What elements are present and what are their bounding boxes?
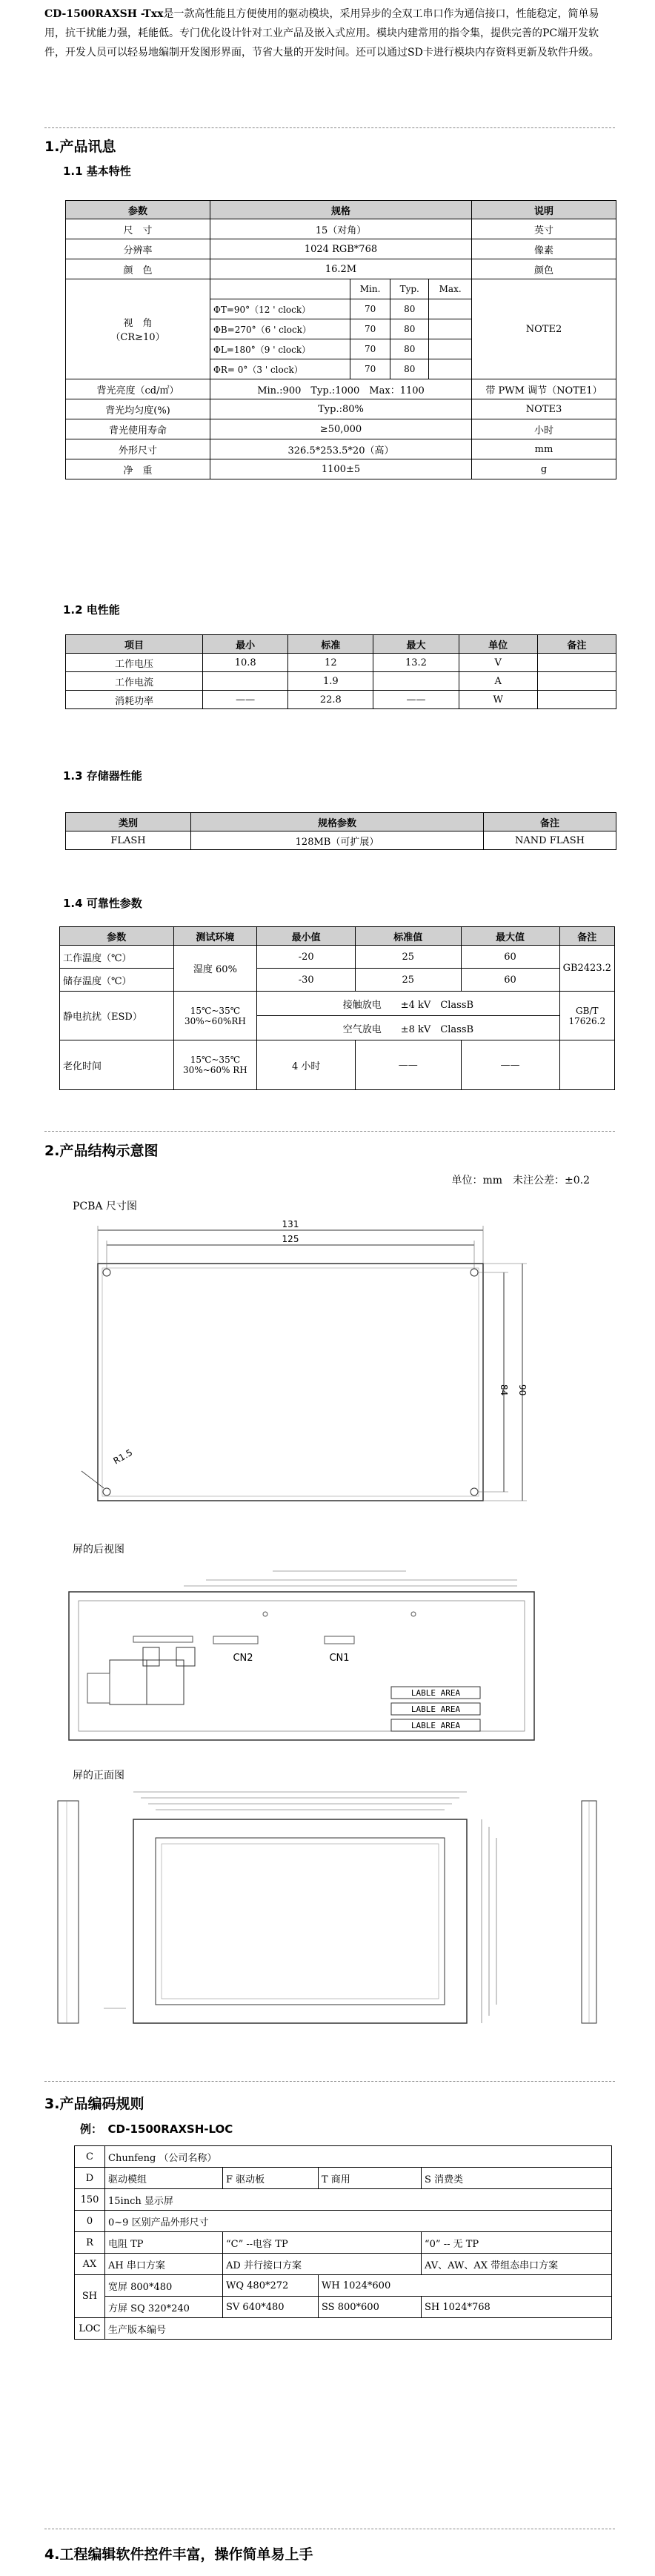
- cell: AV、AW、AX 带组态串口方案: [422, 2254, 612, 2275]
- cell: 13.2: [373, 654, 459, 672]
- cell: SS 800*600: [319, 2297, 422, 2318]
- back-view-drawing: [65, 1562, 539, 1747]
- table-row: [75, 2318, 612, 2340]
- cell: AD 并行接口方案: [223, 2254, 422, 2275]
- table-row: [66, 419, 616, 439]
- cell: 25: [356, 969, 461, 992]
- th: 最大值: [461, 927, 559, 946]
- th: 单位: [459, 635, 537, 654]
- th: 最大: [373, 635, 459, 654]
- table-row: [60, 992, 615, 1016]
- cell: T 商用: [319, 2168, 422, 2189]
- table-row: [66, 259, 616, 279]
- table-row: [75, 2297, 612, 2318]
- cell: 80: [390, 359, 429, 379]
- cell: 背光使用寿命: [66, 419, 210, 439]
- code-key: D: [75, 2168, 105, 2189]
- cell: 1100±5: [210, 459, 472, 479]
- dim-width-125: 125: [282, 1234, 299, 1244]
- table-row: [75, 2211, 612, 2232]
- intro-text: 是一款高性能且方便使用的驱动模块，采用异步的全双工串口作为通信接口，性能稳定，简单易用，抗干扰能力强，耗能低。专门优化设计针对工业产品及嵌入式应用。模块内建常用的指令集，提供完善的PC端开发软件，开发人员可以轻易地编制开发图形界面，节省大量的开发时间。还可以通过SD卡进行模块内存资料更新及软件升级。: [44, 8, 599, 59]
- cell: 外形尺寸: [66, 439, 210, 459]
- code-key: R: [75, 2232, 105, 2254]
- cell: Chunfeng （公司名称）: [105, 2146, 612, 2168]
- cell: [537, 672, 616, 691]
- cell: 70: [350, 339, 390, 359]
- th: 标准值: [356, 927, 461, 946]
- cell: 带 PWM 调节（NOTE1）: [472, 379, 616, 399]
- env-line: 30%~60%RH: [184, 1015, 246, 1026]
- cell: Min.:900 Typ.:1000 Max：1100: [210, 379, 472, 399]
- electrical-table: [65, 634, 616, 709]
- th-desc: 说明: [472, 201, 616, 219]
- cell: 颜 色: [66, 259, 210, 279]
- cell: ΦB=270°（6 ' clock）: [210, 319, 350, 339]
- cell: ——: [461, 1040, 559, 1090]
- cell: 12: [288, 654, 373, 672]
- cell: ΦR= 0°（3 ' clock）: [210, 359, 350, 379]
- cell: 70: [350, 319, 390, 339]
- subsection-electrical: 1.2 电性能: [63, 603, 120, 617]
- table-row: [60, 946, 615, 969]
- code-example: 例： CD-1500RAXSH-LOC: [80, 2122, 233, 2136]
- cell: [173, 992, 257, 1040]
- cell: 分辨率: [66, 239, 210, 259]
- cell: g: [472, 459, 616, 479]
- cell: 128MB（可扩展）: [191, 831, 484, 850]
- dim-height-84: 84: [499, 1384, 509, 1396]
- cell: 湿度 60%: [173, 946, 257, 992]
- th: 类别: [66, 813, 191, 831]
- dim-height-90: 90: [517, 1384, 528, 1396]
- cell: -30: [257, 969, 356, 992]
- cell: ≥50,000: [210, 419, 472, 439]
- dim-width-131: 131: [282, 1219, 299, 1229]
- cell: GB2423.2: [559, 946, 614, 992]
- table-row: [66, 831, 616, 850]
- front-view-caption: 屏的正面图: [73, 1770, 124, 1782]
- back-view-caption: 屏的后视图: [73, 1544, 124, 1556]
- th: 备注: [537, 635, 616, 654]
- subsection-memory: 1.3 存储器性能: [63, 769, 142, 783]
- section-title-3: 3.产品编码规则: [44, 2096, 144, 2112]
- cell: ΦT=90°（12 ' clock）: [210, 299, 350, 319]
- th: 参数: [60, 927, 174, 946]
- cell: 60: [461, 969, 559, 992]
- cell: [173, 1040, 257, 1090]
- cell: [537, 691, 616, 709]
- connector-cn2: CN2: [233, 1653, 253, 1664]
- cell: 60: [461, 946, 559, 969]
- th: 规格参数: [191, 813, 484, 831]
- env-line: 30%~60% RH: [183, 1065, 247, 1075]
- th: 最小: [203, 635, 288, 654]
- cell: SH 1024*768: [422, 2297, 612, 2318]
- cell: 空气放电 ±8 kV ClassB: [257, 1016, 559, 1040]
- table-row: [75, 2232, 612, 2254]
- table-row: [75, 2168, 612, 2189]
- table-row: [75, 2189, 612, 2211]
- front-view-drawing: [30, 1786, 622, 2038]
- cell: mm: [472, 439, 616, 459]
- th: 标准: [288, 635, 373, 654]
- cell: 工作电压: [66, 654, 203, 672]
- memory-table: [65, 812, 616, 850]
- table-row: [60, 1040, 615, 1090]
- cell: 22.8: [288, 691, 373, 709]
- th-spec: 规格: [210, 201, 472, 219]
- cell: 生产版本编号: [105, 2318, 612, 2340]
- cell: 326.5*253.5*20（高）: [210, 439, 472, 459]
- table-row: [66, 459, 616, 479]
- code-key: SH: [75, 2275, 105, 2318]
- cell: [429, 339, 472, 359]
- cell: Typ.:80%: [210, 399, 472, 419]
- cell: 像素: [472, 239, 616, 259]
- th-param: 参数: [66, 201, 210, 219]
- cell: 1024 RGB*768: [210, 239, 472, 259]
- cell: W: [459, 691, 537, 709]
- cell: 15inch 显示屏: [105, 2189, 612, 2211]
- table-row: [66, 672, 616, 691]
- code-key: LOC: [75, 2318, 105, 2340]
- cell: FLASH: [66, 831, 191, 850]
- intro-paragraph: [44, 4, 615, 62]
- th: 测试环境: [173, 927, 257, 946]
- cell: Max.: [429, 279, 472, 299]
- cell: 接触放电 ±4 kV ClassB: [257, 992, 559, 1016]
- cell: “C” --电容 TP: [223, 2232, 422, 2254]
- cell: 英寸: [472, 219, 616, 239]
- cell: SV 640*480: [223, 2297, 319, 2318]
- code-key: 0: [75, 2211, 105, 2232]
- cell: 消耗功率: [66, 691, 203, 709]
- cell: Min.: [350, 279, 390, 299]
- cell: [429, 319, 472, 339]
- table-row: [66, 279, 616, 299]
- cell: 80: [390, 319, 429, 339]
- cell: NOTE3: [472, 399, 616, 419]
- cell: 净 重: [66, 459, 210, 479]
- view-cr: （CR≥10）: [110, 332, 165, 343]
- th: 最小值: [257, 927, 356, 946]
- cell: A: [459, 672, 537, 691]
- divider: [44, 2081, 615, 2082]
- product-name: CD-1500RAXSH -Txx: [44, 8, 164, 20]
- table-row: [66, 439, 616, 459]
- cell: 工作电流: [66, 672, 203, 691]
- basic-spec-table: [65, 200, 616, 479]
- cell: 0~9 区别产品外形尺寸: [105, 2211, 612, 2232]
- env-line: 15℃~35℃: [190, 1055, 241, 1065]
- cell: WH 1024*600: [319, 2275, 612, 2297]
- cell: NAND FLASH: [484, 831, 616, 850]
- section-title-2: 2.产品结构示意图: [44, 1143, 159, 1159]
- dim-radius: R1.5: [111, 1447, 135, 1467]
- code-rule-table: [74, 2145, 612, 2340]
- cell: 静电抗扰（ESD）: [60, 992, 174, 1040]
- cell: 10.8: [203, 654, 288, 672]
- section-title-4: 4.工程编辑软件控件丰富，操作简单易上手: [44, 2546, 313, 2563]
- cell: 方屏 SQ 320*240: [105, 2297, 223, 2318]
- th: 备注: [559, 927, 614, 946]
- cell: WQ 480*272: [223, 2275, 319, 2297]
- table-row: [66, 239, 616, 259]
- table-row: [75, 2275, 612, 2297]
- cell: AH 串口方案: [105, 2254, 223, 2275]
- cell: 1.9: [288, 672, 373, 691]
- cell: 驱动模组: [105, 2168, 223, 2189]
- cell: 颜色: [472, 259, 616, 279]
- cell: “0” -- 无 TP: [422, 2232, 612, 2254]
- section-title-1: 1.产品讯息: [44, 139, 116, 155]
- cell: 15（对角）: [210, 219, 472, 239]
- cell: [429, 299, 472, 319]
- subsection-basic: 1.1 基本特性: [63, 165, 131, 178]
- th: 项目: [66, 635, 203, 654]
- label-area-3: LABLE AREA: [410, 1721, 461, 1730]
- table-row: [66, 691, 616, 709]
- cell: 4 小时: [257, 1040, 356, 1090]
- view-label: 视 角: [123, 318, 153, 329]
- cell: [429, 359, 472, 379]
- cell: [373, 672, 459, 691]
- cell: 宽屏 800*480: [105, 2275, 223, 2297]
- cell: 工作温度（℃）: [60, 946, 174, 969]
- table-row: [60, 969, 615, 992]
- cell: 80: [390, 299, 429, 319]
- cell: [210, 279, 350, 299]
- divider: [44, 127, 615, 128]
- pcba-caption: PCBA 尺寸图: [73, 1201, 137, 1212]
- cell: 70: [350, 299, 390, 319]
- cell: 80: [390, 339, 429, 359]
- table-row: [66, 654, 616, 672]
- th: 备注: [484, 813, 616, 831]
- cell: -20: [257, 946, 356, 969]
- cell: Typ.: [390, 279, 429, 299]
- cell: [559, 1040, 614, 1090]
- cell: 尺 寸: [66, 219, 210, 239]
- table-row: [66, 219, 616, 239]
- subsection-reliability: 1.4 可靠性参数: [63, 897, 142, 910]
- connector-cn1: CN1: [329, 1653, 350, 1664]
- label-area-1: LABLE AREA: [410, 1688, 461, 1698]
- cell: ——: [203, 691, 288, 709]
- code-key: 150: [75, 2189, 105, 2211]
- label-area-2: LABLE AREA: [410, 1704, 461, 1714]
- divider: [44, 1131, 615, 1132]
- cell: 70: [350, 359, 390, 379]
- cell: ——: [373, 691, 459, 709]
- cell: 电阻 TP: [105, 2232, 223, 2254]
- cell: 老化时间: [60, 1040, 174, 1090]
- env-line: 15℃~35℃: [190, 1005, 241, 1016]
- cell: 背光亮度（cd/㎡）: [66, 379, 210, 399]
- table-row: [75, 2146, 612, 2168]
- code-key: C: [75, 2146, 105, 2168]
- cell: 背光均匀度(%): [66, 399, 210, 419]
- cell: [537, 654, 616, 672]
- table-row: [66, 379, 616, 399]
- cell: [203, 672, 288, 691]
- cell: 16.2M: [210, 259, 472, 279]
- cell: S 消费类: [422, 2168, 612, 2189]
- cell: 小时: [472, 419, 616, 439]
- table-row: [66, 399, 616, 419]
- cell: ΦL=180°（9 ' clock）: [210, 339, 350, 359]
- cell: ——: [356, 1040, 461, 1090]
- cell: GB/T 17626.2: [559, 992, 614, 1040]
- code-key: AX: [75, 2254, 105, 2275]
- pcba-drawing: [67, 1215, 541, 1527]
- cell-view-angle: [66, 279, 210, 379]
- cell: F 驱动板: [223, 2168, 319, 2189]
- cell: 储存温度（℃）: [60, 969, 174, 992]
- cell: V: [459, 654, 537, 672]
- cell: NOTE2: [472, 279, 616, 379]
- table-row: [75, 2254, 612, 2275]
- reliability-table: [59, 926, 615, 1090]
- cell: 25: [356, 946, 461, 969]
- unit-note: 单位：mm 未注公差：±0.2: [451, 1175, 590, 1186]
